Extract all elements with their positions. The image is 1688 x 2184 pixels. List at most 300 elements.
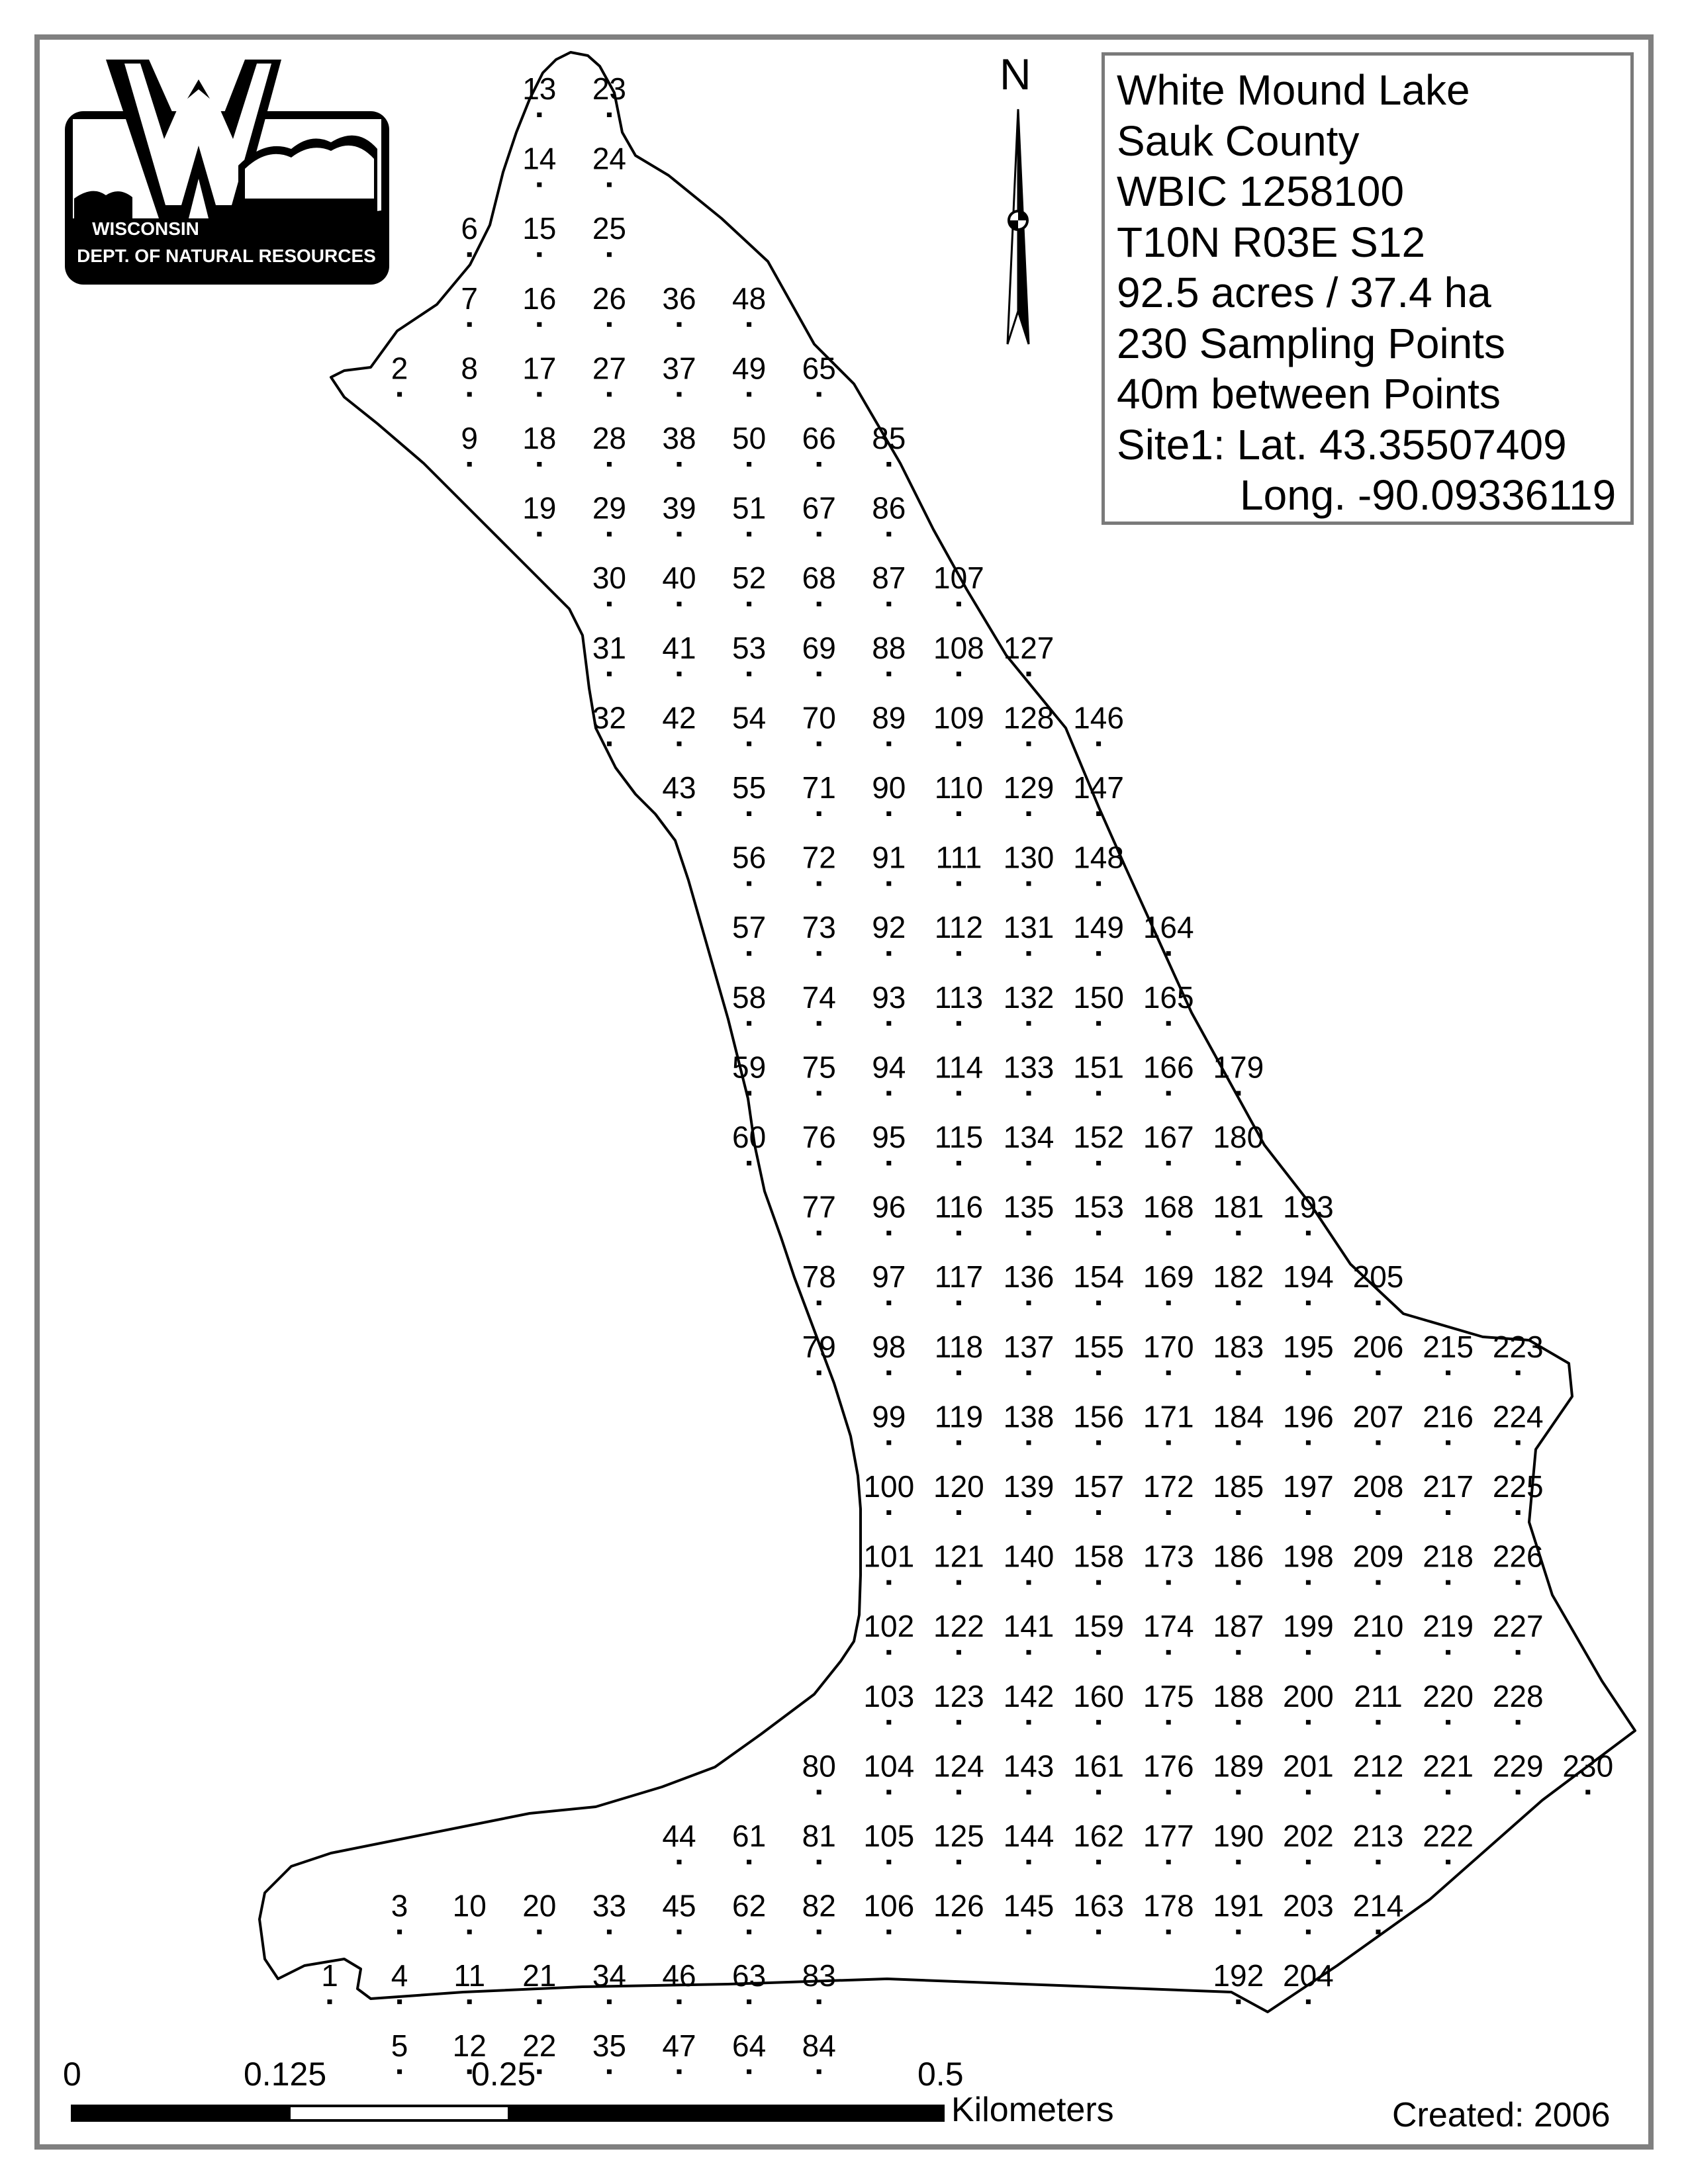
sampling-point-label: 33 xyxy=(592,1888,626,1923)
sampling-point-label: 24 xyxy=(592,141,626,176)
sampling-point-marker xyxy=(886,1510,891,1515)
sampling-point-label: 38 xyxy=(662,421,696,455)
sampling-point-label: 206 xyxy=(1352,1329,1404,1364)
sampling-point-marker xyxy=(957,1930,961,1934)
sampling-point-marker xyxy=(957,741,961,746)
sampling-point-label: 44 xyxy=(662,1819,696,1853)
sampling-point-label: 154 xyxy=(1073,1259,1124,1295)
logo-line-1: WISCONSIN xyxy=(92,218,199,239)
sampling-point-marker xyxy=(1096,1720,1101,1725)
sampling-point-label: 68 xyxy=(802,561,836,596)
sampling-point-label: 47 xyxy=(662,2028,696,2063)
point-spacing: 40m between Points xyxy=(1117,370,1501,418)
sampling-point-marker xyxy=(886,1860,891,1864)
sampling-point-marker xyxy=(1166,1930,1171,1934)
sampling-point-label: 212 xyxy=(1352,1749,1404,1784)
sampling-point-marker xyxy=(817,392,821,396)
sampling-point-marker xyxy=(677,392,682,396)
sampling-point-label: 221 xyxy=(1423,1749,1474,1784)
sampling-point-label: 53 xyxy=(732,630,767,665)
sampling-point-marker xyxy=(1166,1790,1171,1794)
sampling-point-label: 156 xyxy=(1073,1399,1124,1434)
sampling-point-label: 42 xyxy=(662,700,696,735)
sampling-point-marker xyxy=(1446,1860,1450,1864)
sampling-point-label: 102 xyxy=(863,1609,915,1644)
sampling-point-marker xyxy=(1027,1720,1031,1725)
sampling-point-label: 94 xyxy=(872,1050,906,1085)
sampling-point-label: 9 xyxy=(461,421,478,455)
sampling-point-label: 3 xyxy=(391,1888,408,1923)
sampling-point-marker xyxy=(747,602,751,606)
scale-units: Kilometers xyxy=(951,2091,1114,2129)
sampling-point-marker xyxy=(1306,1790,1311,1794)
sampling-point-marker xyxy=(1376,1580,1381,1585)
sampling-point-marker xyxy=(1516,1580,1521,1585)
sampling-point-marker xyxy=(957,1860,961,1864)
sampling-point-marker xyxy=(1446,1580,1450,1585)
sampling-point-marker xyxy=(747,882,751,886)
sampling-point-label: 17 xyxy=(522,351,557,386)
sampling-point-label: 157 xyxy=(1073,1469,1124,1504)
township-range-section: T10N R03E S12 xyxy=(1117,218,1426,266)
sampling-point-label: 205 xyxy=(1352,1259,1404,1295)
sampling-point-marker xyxy=(817,1231,821,1236)
sampling-point-marker xyxy=(1027,1161,1031,1165)
sampling-point-marker xyxy=(677,672,682,676)
sampling-point-marker xyxy=(1166,1231,1171,1236)
sampling-point-marker xyxy=(1306,1440,1311,1445)
sampling-point-label: 178 xyxy=(1143,1888,1194,1923)
sampling-point-label: 132 xyxy=(1003,979,1055,1015)
sampling-point-label: 12 xyxy=(452,2028,487,2063)
sampling-point-label: 67 xyxy=(802,490,836,525)
sampling-point-label: 51 xyxy=(732,490,767,525)
sampling-point-marker xyxy=(817,1300,821,1305)
sampling-point-label: 8 xyxy=(461,351,478,386)
sampling-point-label: 75 xyxy=(802,1050,836,1085)
sampling-point-marker xyxy=(1306,1650,1311,1655)
sampling-point-marker xyxy=(467,462,472,467)
sampling-point-label: 105 xyxy=(863,1819,915,1853)
sampling-point-label: 202 xyxy=(1283,1819,1334,1853)
sampling-point-marker xyxy=(1027,741,1031,746)
sampling-point-label: 210 xyxy=(1352,1609,1404,1644)
sampling-point-label: 131 xyxy=(1003,910,1055,945)
sampling-point-marker xyxy=(1306,1231,1311,1236)
sampling-point-label: 88 xyxy=(872,630,906,665)
sampling-point-label: 57 xyxy=(732,910,767,945)
sampling-point-marker xyxy=(957,811,961,816)
sampling-point-marker xyxy=(1236,1300,1241,1305)
north-label: N xyxy=(1000,50,1031,99)
sampling-point-label: 6 xyxy=(461,211,478,246)
sampling-point-marker xyxy=(1516,1440,1521,1445)
sampling-point-marker xyxy=(1027,1510,1031,1515)
sampling-point-marker xyxy=(1516,1650,1521,1655)
sampling-point-label: 228 xyxy=(1492,1678,1544,1713)
sampling-point-marker xyxy=(886,1440,891,1445)
sampling-point-marker xyxy=(1166,1371,1171,1375)
sampling-point-marker xyxy=(607,183,612,187)
sampling-point-marker xyxy=(957,1580,961,1585)
sampling-point-marker xyxy=(467,1930,472,1934)
sampling-point-label: 139 xyxy=(1003,1469,1055,1504)
sampling-point-marker xyxy=(817,811,821,816)
sampling-point-marker xyxy=(957,882,961,886)
sampling-point-label: 219 xyxy=(1423,1609,1474,1644)
sampling-point-marker xyxy=(1096,1091,1101,1095)
sampling-point-marker xyxy=(397,1999,402,2004)
sampling-point-label: 190 xyxy=(1213,1819,1264,1853)
sampling-point-label: 23 xyxy=(592,71,626,106)
sampling-point-marker xyxy=(607,1930,612,1934)
sampling-point-marker xyxy=(817,2070,821,2074)
sampling-point-label: 194 xyxy=(1283,1259,1334,1295)
sampling-point-label: 211 xyxy=(1354,1678,1403,1713)
sampling-point-marker xyxy=(817,672,821,676)
sampling-point-label: 158 xyxy=(1073,1539,1124,1574)
sampling-point-marker xyxy=(1027,811,1031,816)
sampling-point-label: 127 xyxy=(1003,630,1055,665)
sampling-point-marker xyxy=(328,1999,332,2004)
sampling-point-label: 92 xyxy=(872,910,906,945)
sampling-point-marker xyxy=(1376,1860,1381,1864)
sampling-point-label: 95 xyxy=(872,1120,906,1154)
sampling-point-marker xyxy=(747,322,751,327)
sampling-point-marker xyxy=(747,1999,751,2004)
sampling-point-label: 109 xyxy=(933,700,984,735)
sampling-point-label: 142 xyxy=(1003,1678,1055,1713)
sampling-point-label: 91 xyxy=(872,840,906,875)
sampling-point-label: 229 xyxy=(1492,1749,1544,1784)
sampling-point-label: 165 xyxy=(1143,979,1194,1015)
sampling-point-marker xyxy=(1027,1580,1031,1585)
sampling-point-label: 118 xyxy=(934,1329,984,1364)
sampling-point-label: 204 xyxy=(1283,1958,1334,1993)
sampling-point-marker xyxy=(1516,1371,1521,1375)
sampling-point-marker xyxy=(1306,1510,1311,1515)
sampling-point-label: 172 xyxy=(1143,1469,1194,1504)
sampling-point-marker xyxy=(817,1860,821,1864)
sampling-point-label: 2 xyxy=(391,351,408,386)
sampling-point-label: 111 xyxy=(935,840,982,875)
sampling-point-label: 27 xyxy=(592,351,626,386)
sampling-point-label: 122 xyxy=(933,1609,984,1644)
sampling-point-marker xyxy=(607,1999,612,2004)
sampling-point-marker xyxy=(1027,1231,1031,1236)
sampling-point-label: 86 xyxy=(872,490,906,525)
sampling-point-label: 32 xyxy=(592,700,626,735)
sampling-point-label: 171 xyxy=(1143,1399,1194,1434)
sampling-point-marker xyxy=(1236,1231,1241,1236)
sampling-point-label: 152 xyxy=(1073,1120,1124,1154)
sampling-point-marker xyxy=(886,1091,891,1095)
sampling-point-marker xyxy=(1166,1161,1171,1165)
sampling-point-marker xyxy=(886,1161,891,1165)
sampling-point-marker xyxy=(1096,882,1101,886)
sampling-point-label: 137 xyxy=(1003,1329,1055,1364)
sampling-point-marker xyxy=(1096,1300,1101,1305)
sampling-point-marker xyxy=(1236,1510,1241,1515)
sampling-point-label: 209 xyxy=(1352,1539,1404,1574)
sampling-point-marker xyxy=(886,1720,891,1725)
sampling-point-marker xyxy=(1306,1720,1311,1725)
scale-label-05: 0.5 xyxy=(917,2056,964,2093)
sampling-point-marker xyxy=(1236,1650,1241,1655)
sampling-point-label: 173 xyxy=(1143,1539,1194,1574)
sampling-point-marker xyxy=(1096,1860,1101,1864)
sampling-point-marker xyxy=(1376,1720,1381,1725)
sampling-point-label: 184 xyxy=(1213,1399,1264,1434)
sampling-point-label: 108 xyxy=(933,630,984,665)
sampling-point-marker xyxy=(886,462,891,467)
sampling-point-label: 222 xyxy=(1423,1819,1474,1853)
sampling-point-label: 16 xyxy=(522,281,557,316)
sampling-point-label: 151 xyxy=(1073,1050,1124,1085)
site1-longitude: Long. -90.09336119 xyxy=(1240,471,1617,519)
sampling-point-marker xyxy=(747,1161,751,1165)
sampling-point-marker xyxy=(1236,1720,1241,1725)
scale-segment xyxy=(73,2107,291,2119)
sampling-point-marker xyxy=(747,1930,751,1934)
sampling-point-label: 198 xyxy=(1283,1539,1334,1574)
sampling-point-marker xyxy=(607,672,612,676)
sampling-point-marker xyxy=(957,1161,961,1165)
sampling-point-marker xyxy=(747,2070,751,2074)
sampling-point-label: 176 xyxy=(1143,1749,1194,1784)
sampling-point-label: 145 xyxy=(1003,1888,1055,1923)
sampling-point-marker xyxy=(817,951,821,956)
sampling-point-marker xyxy=(886,532,891,537)
sampling-point-marker xyxy=(677,1860,682,1864)
sampling-point-marker xyxy=(1376,1930,1381,1934)
sampling-point-label: 72 xyxy=(802,840,836,875)
sampling-point-label: 28 xyxy=(592,421,626,455)
sampling-point-label: 21 xyxy=(522,1958,557,1993)
sampling-point-label: 59 xyxy=(732,1050,767,1085)
sampling-point-label: 149 xyxy=(1073,910,1124,945)
sampling-point-marker xyxy=(957,1440,961,1445)
sampling-point-label: 20 xyxy=(522,1888,557,1923)
sampling-point-marker xyxy=(1585,1790,1590,1794)
sampling-point-marker xyxy=(1166,1580,1171,1585)
sampling-point-marker xyxy=(817,1790,821,1794)
sampling-point-label: 76 xyxy=(802,1120,836,1154)
sampling-point-label: 130 xyxy=(1003,840,1055,875)
sampling-point-marker xyxy=(747,1860,751,1864)
sampling-point-label: 116 xyxy=(934,1189,984,1224)
sampling-point-marker xyxy=(1027,882,1031,886)
sampling-point-label: 77 xyxy=(802,1189,836,1224)
sampling-point-label: 159 xyxy=(1073,1609,1124,1644)
sampling-point-label: 120 xyxy=(933,1469,984,1504)
sampling-point-label: 52 xyxy=(732,561,767,596)
sampling-point-label: 125 xyxy=(933,1819,984,1853)
sampling-point-label: 146 xyxy=(1073,700,1124,735)
sampling-point-marker xyxy=(677,322,682,327)
sampling-point-marker xyxy=(1027,1371,1031,1375)
sampling-point-marker xyxy=(1446,1440,1450,1445)
sampling-point-marker xyxy=(957,1510,961,1515)
lake-name: White Mound Lake xyxy=(1117,66,1470,114)
sampling-point-marker xyxy=(607,113,612,117)
sampling-point-marker xyxy=(1446,1510,1450,1515)
sampling-point-marker xyxy=(747,532,751,537)
sampling-point-label: 36 xyxy=(662,281,696,316)
sampling-point-label: 140 xyxy=(1003,1539,1055,1574)
sampling-point-label: 107 xyxy=(933,561,984,596)
sampling-point-marker xyxy=(817,1371,821,1375)
sampling-point-label: 213 xyxy=(1352,1819,1404,1853)
sampling-point-label: 31 xyxy=(592,630,626,665)
sampling-point-label: 64 xyxy=(732,2028,767,2063)
sampling-point-label: 123 xyxy=(933,1678,984,1713)
sampling-point-label: 170 xyxy=(1143,1329,1194,1364)
sampling-point-label: 191 xyxy=(1213,1888,1264,1923)
sampling-point-marker xyxy=(677,2070,682,2074)
sampling-point-marker xyxy=(1027,1440,1031,1445)
sampling-point-marker xyxy=(957,672,961,676)
sampling-point-marker xyxy=(747,951,751,956)
sampling-point-label: 164 xyxy=(1143,910,1194,945)
sampling-point-label: 35 xyxy=(592,2028,626,2063)
sampling-point-label: 103 xyxy=(863,1678,915,1713)
sampling-point-marker xyxy=(1236,1790,1241,1794)
sampling-point-label: 160 xyxy=(1073,1678,1124,1713)
sampling-point-label: 136 xyxy=(1003,1259,1055,1295)
sampling-point-marker xyxy=(1516,1510,1521,1515)
sampling-point-marker xyxy=(1236,1440,1241,1445)
sampling-point-marker xyxy=(607,392,612,396)
sampling-point-marker xyxy=(1376,1300,1381,1305)
sampling-point-marker xyxy=(397,392,402,396)
sampling-point-marker xyxy=(1166,1021,1171,1026)
sampling-point-marker xyxy=(886,1231,891,1236)
sampling-point-label: 214 xyxy=(1352,1888,1404,1923)
sampling-point-marker xyxy=(886,1580,891,1585)
sampling-point-marker xyxy=(817,1161,821,1165)
sampling-point-marker xyxy=(817,1021,821,1026)
sampling-point-marker xyxy=(1446,1720,1450,1725)
sampling-point-label: 121 xyxy=(933,1539,984,1574)
sampling-point-label: 71 xyxy=(802,770,836,805)
sampling-point-marker xyxy=(886,672,891,676)
created-date: Created: 2006 xyxy=(1392,2096,1611,2134)
sampling-point-marker xyxy=(957,1790,961,1794)
sampling-point-marker xyxy=(397,1930,402,1934)
sampling-point-label: 155 xyxy=(1073,1329,1124,1364)
sampling-point-marker xyxy=(957,1231,961,1236)
sampling-point-label: 63 xyxy=(732,1958,767,1993)
sampling-point-marker xyxy=(1027,1021,1031,1026)
sampling-point-marker xyxy=(957,1650,961,1655)
sampling-point-label: 106 xyxy=(863,1888,915,1923)
sampling-point-label: 195 xyxy=(1283,1329,1334,1364)
sampling-point-label: 181 xyxy=(1213,1189,1264,1224)
sampling-point-marker xyxy=(1446,1371,1450,1375)
sampling-point-label: 99 xyxy=(872,1399,906,1434)
sampling-point-label: 37 xyxy=(662,351,696,386)
sampling-point-marker xyxy=(607,462,612,467)
sampling-point-label: 96 xyxy=(872,1189,906,1224)
sampling-point-marker xyxy=(677,811,682,816)
sampling-point-marker xyxy=(1236,1860,1241,1864)
sampling-point-label: 147 xyxy=(1073,770,1124,805)
sampling-point-label: 26 xyxy=(592,281,626,316)
sampling-point-marker xyxy=(1096,811,1101,816)
sampling-point-label: 179 xyxy=(1213,1050,1264,1085)
sampling-point-label: 183 xyxy=(1213,1329,1264,1364)
sampling-point-marker xyxy=(537,532,541,537)
sampling-point-label: 141 xyxy=(1003,1609,1055,1644)
sampling-point-label: 185 xyxy=(1213,1469,1264,1504)
sampling-point-label: 85 xyxy=(872,421,906,455)
sampling-point-label: 22 xyxy=(522,2028,557,2063)
sampling-point-marker xyxy=(747,741,751,746)
sampling-point-label: 201 xyxy=(1283,1749,1334,1784)
sampling-point-marker xyxy=(1236,1091,1241,1095)
sampling-point-marker xyxy=(957,1371,961,1375)
sampling-point-marker xyxy=(1236,1161,1241,1165)
sampling-point-marker xyxy=(537,113,541,117)
sampling-point-marker xyxy=(817,741,821,746)
sampling-point-label: 7 xyxy=(461,281,478,316)
sampling-point-marker xyxy=(747,672,751,676)
sampling-point-label: 166 xyxy=(1143,1050,1194,1085)
sampling-point-label: 208 xyxy=(1352,1469,1404,1504)
sampling-point-label: 180 xyxy=(1213,1120,1264,1154)
sampling-point-marker xyxy=(886,741,891,746)
sampling-point-marker xyxy=(886,951,891,956)
sampling-point-marker xyxy=(1166,1860,1171,1864)
sampling-point-marker xyxy=(747,1021,751,1026)
sampling-point-label: 39 xyxy=(662,490,696,525)
sampling-point-label: 126 xyxy=(933,1888,984,1923)
sampling-point-marker xyxy=(1096,1440,1101,1445)
sampling-point-label: 215 xyxy=(1423,1329,1474,1364)
sampling-point-marker xyxy=(1166,1440,1171,1445)
sampling-point-label: 153 xyxy=(1073,1189,1124,1224)
sampling-point-marker xyxy=(817,462,821,467)
sampling-point-label: 100 xyxy=(863,1469,915,1504)
sampling-point-marker xyxy=(1306,1300,1311,1305)
sampling-point-marker xyxy=(886,1021,891,1026)
sampling-point-label: 148 xyxy=(1073,840,1124,875)
sampling-point-marker xyxy=(1096,951,1101,956)
sampling-point-marker xyxy=(677,532,682,537)
sampling-point-marker xyxy=(886,602,891,606)
wdnr-logo xyxy=(65,60,389,285)
sampling-point-label: 89 xyxy=(872,700,906,735)
sampling-point-label: 18 xyxy=(522,421,557,455)
sampling-point-marker xyxy=(537,322,541,327)
sampling-point-marker xyxy=(1027,1091,1031,1095)
sampling-point-marker xyxy=(607,2070,612,2074)
sampling-point-label: 13 xyxy=(522,71,557,106)
sampling-point-label: 79 xyxy=(802,1329,836,1364)
sampling-point-label: 66 xyxy=(802,421,836,455)
sampling-point-label: 192 xyxy=(1213,1958,1264,1993)
logo-line-2: DEPT. OF NATURAL RESOURCES xyxy=(77,246,376,266)
sampling-point-label: 203 xyxy=(1283,1888,1334,1923)
sampling-point-marker xyxy=(537,252,541,257)
sampling-point-marker xyxy=(537,183,541,187)
sampling-point-label: 74 xyxy=(802,979,836,1015)
sampling-point-marker xyxy=(1166,1091,1171,1095)
sampling-point-label: 25 xyxy=(592,211,626,246)
sampling-point-label: 34 xyxy=(592,1958,626,1993)
sampling-point-label: 29 xyxy=(592,490,626,525)
